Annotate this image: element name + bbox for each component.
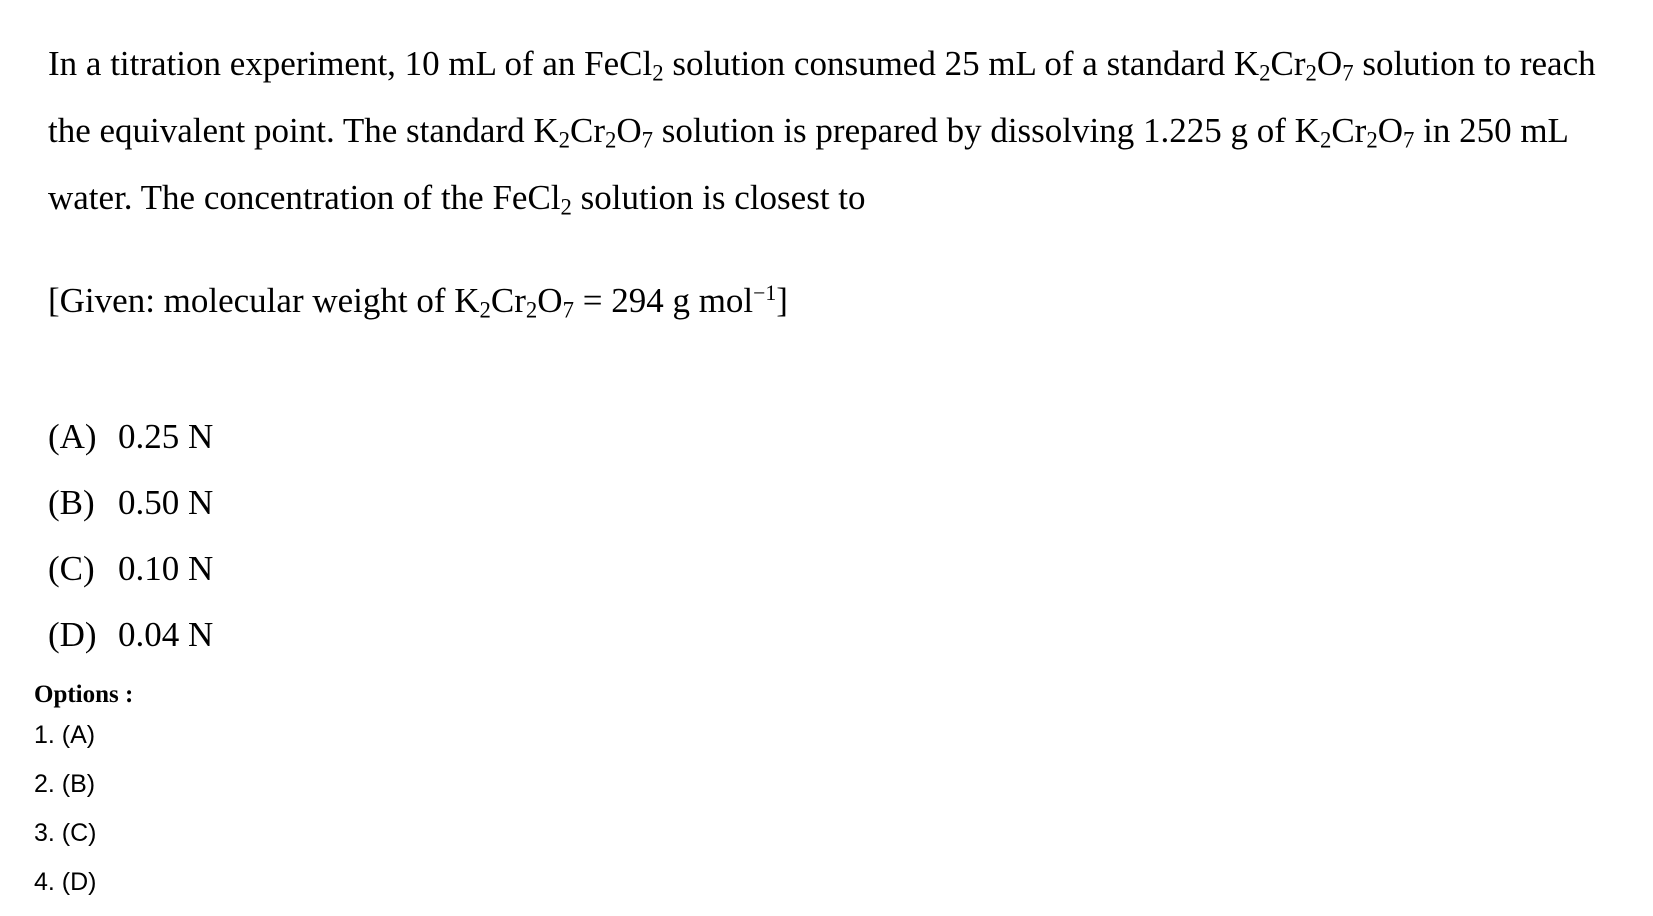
choice-a: (A) 0.25 N xyxy=(48,417,214,456)
options-heading: Options : xyxy=(34,681,134,708)
answer-options xyxy=(34,720,97,916)
answer-option-2[interactable]: 2. (B) xyxy=(34,770,96,798)
answer-option-1[interactable]: 1. (A) xyxy=(34,721,96,749)
answer-option-3[interactable]: 3. (C) xyxy=(34,819,97,847)
choice-b: (B) 0.50 N xyxy=(48,483,214,522)
answer-option-4[interactable]: 4. (D) xyxy=(34,868,97,896)
choice-list xyxy=(48,404,1628,668)
given-data: [Given: molecular weight of $K_2Cr_2O_7 = 294$ g mol$^{-1}$] xyxy=(48,281,788,323)
question-image xyxy=(48,30,1628,668)
question-text: In a titration experiment, 10 mL of an FeCl$_2$ solution consumed 25 mL of a standard $K_2Cr_2O_7$ solution to reach the equivalent point. The standard $K_2Cr_2O_7$ solution is prepared by dissolving 1.225 g of $K_2Cr_2O_7$ in 250 mL water. The concentration of the FeCl$_2$ solution is closest to xyxy=(48,44,1596,220)
choice-c: (C) 0.10 N xyxy=(48,549,214,588)
choice-d: (D) 0.04 N xyxy=(48,615,214,654)
